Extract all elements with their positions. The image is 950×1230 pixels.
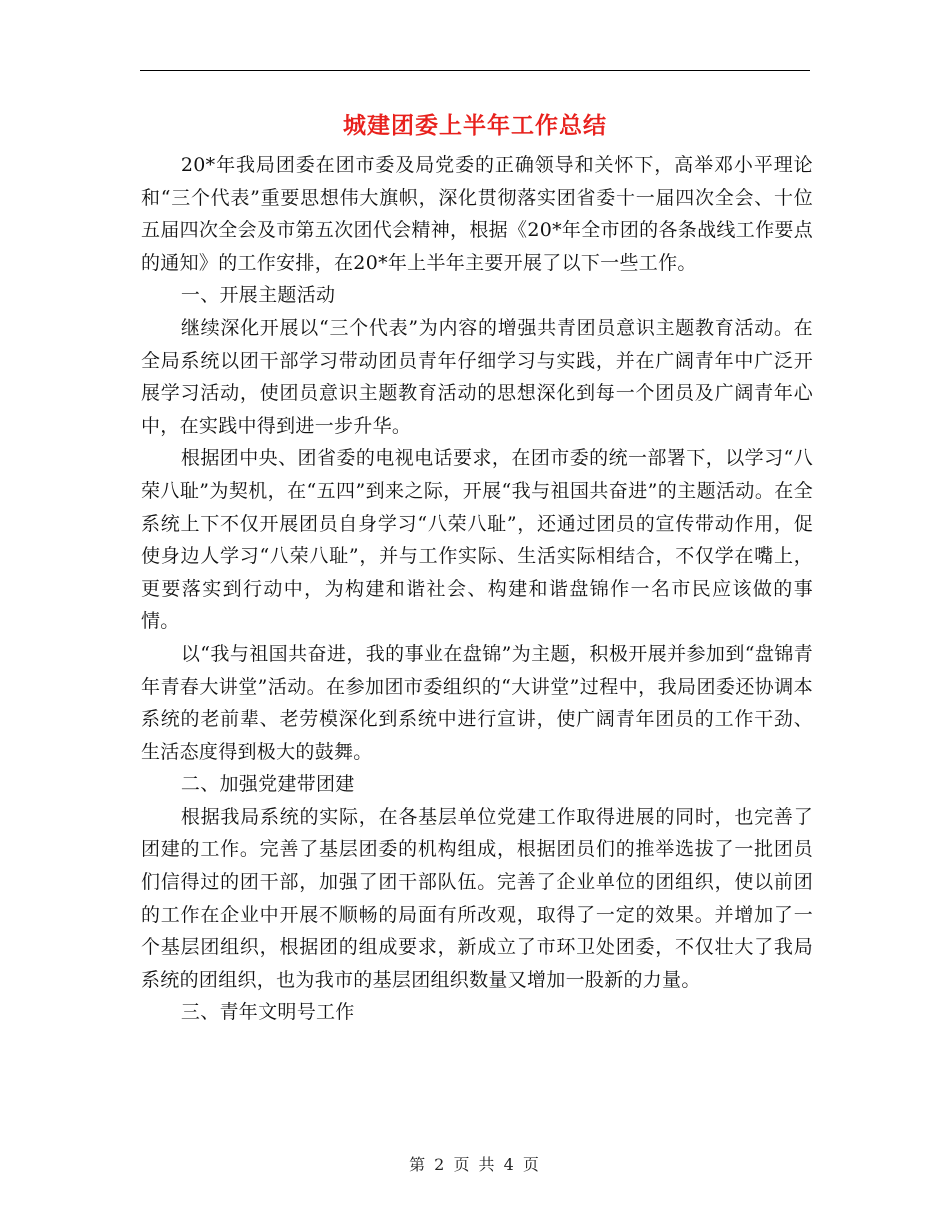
section-heading-1: 一、开展主题活动 xyxy=(180,284,336,307)
section1-paragraph-1: 继续深化开展以“三个代表”为内容的增强共青团员意识主题教育活动。在全局系统以团干部学习带动团员青年仔细学习与实践，并在广阔青年中广泛开展学习活动，使团员意识主题教育活动的思想深化到每一个团员及广阔青年心中，在实践中得到进一步升华。 xyxy=(141,316,813,437)
document-body xyxy=(141,149,813,1029)
section-heading-2: 二、加强党建带团建 xyxy=(180,773,355,796)
section1-paragraph-3: 以“我与祖国共奋进，我的事业在盘锦”为主题，积极开展并参加到“盘锦青年青春大讲堂”活动。在参加团市委组织的“大讲堂”过程中，我局团委还协调本系统的老前辈、老劳模深化到系统中进行宣讲，使广阔青年团员的工作干劲、生活态度得到极大的鼓舞。 xyxy=(141,642,813,763)
header-rule xyxy=(140,70,810,71)
document-title: 城建团委上半年工作总结 xyxy=(343,113,607,139)
section1-paragraph-2: 根据团中央、团省委的电视电话要求，在团市委的统一部署下，以学习“八荣八耻”为契机，在“五四”到来之际，开展“我与祖国共奋进”的主题活动。在全系统上下不仅开展团员自身学习“八荣八耻”，还通过团员的宣传带动作用，促使身边人学习“八荣八耻”，并与工作实际、生活实际相结合，不仅学在嘴上，更要落实到行动中，为构建和谐社会、构建和谐盘锦作一名市民应该做的事情。 xyxy=(141,447,813,633)
intro-paragraph: 20*年我局团委在团市委及局党委的正确领导和关怀下，高举邓小平理论和“三个代表”重要思想伟大旗帜，深化贯彻落实团省委十一届四次全会、十位五届四次全会及市第五次团代会精神，根据《20*年全市团的各条战线工作要点的通知》的工作安排，在20*年上半年主要开展了以下一些工作。 xyxy=(141,154,813,274)
section-heading-3: 三、青年文明号工作 xyxy=(180,1001,355,1024)
section2-paragraph-1: 根据我局系统的实际，在各基层单位党建工作取得进展的同时，也完善了团建的工作。完善了基层团委的机构组成，根据团员们的推举选拔了一批团员们信得过的团干部，加强了团干部队伍。完善了企业单位的团组织，使以前团的工作在企业中开展不顺畅的局面有所改观，取得了一定的效果。并增加了一个基层团组织，根据团的组成要求，新成立了市环卫处团委，不仅壮大了我局系统的团组织，也为我市的基层团组织数量又增加一股新的力量。 xyxy=(141,805,813,991)
page-number: 第 2 页 共 4 页 xyxy=(409,1155,541,1174)
